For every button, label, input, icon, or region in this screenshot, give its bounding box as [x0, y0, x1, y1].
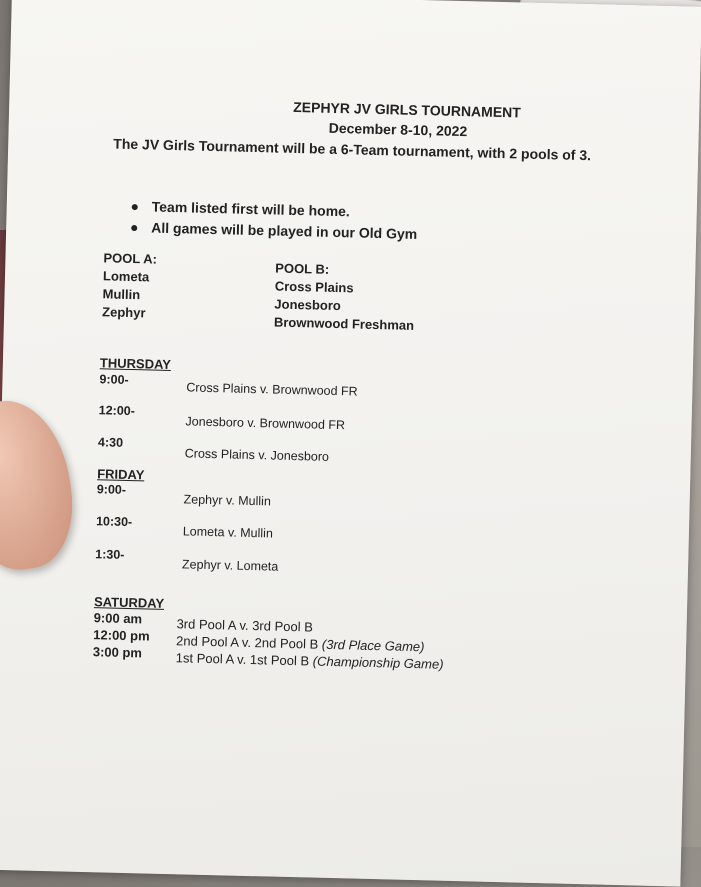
- game-note: (3rd Place Game): [321, 636, 425, 655]
- game-matchup: Zephyr v. Mullin: [183, 492, 272, 509]
- pool-a-team: Lometa: [102, 268, 150, 285]
- game-time: 9:00-: [99, 372, 129, 387]
- game-matchup: Cross Plains v. Jonesboro: [184, 446, 330, 464]
- friday-heading: FRIDAY: [97, 466, 145, 483]
- matchup-text: 3rd Pool A v. 3rd Pool B: [176, 616, 314, 635]
- bullet-text: All games will be played in our Old Gym: [151, 219, 418, 242]
- game-time: 4:30: [97, 435, 124, 450]
- pool-b-team: Cross Plains: [274, 278, 354, 296]
- game-time: 1:30-: [95, 547, 125, 562]
- pool-a-team: Mullin: [102, 286, 141, 303]
- saturday-heading: SATURDAY: [93, 594, 165, 611]
- intro-text: The JV Girls Tournament will be a 6-Team tournament, with 2 pools of 3.: [113, 135, 592, 164]
- pool-a-heading: POOL A:: [103, 250, 158, 267]
- game-time: 12:00-: [98, 403, 136, 419]
- pool-b-heading: POOL B:: [275, 260, 330, 277]
- game-note: (Championship Game): [312, 653, 444, 672]
- game-time: 9:00-: [96, 482, 127, 497]
- bullet-dot-icon: [131, 225, 137, 231]
- thursday-heading: THURSDAY: [99, 355, 172, 372]
- game-time: 12:00 pm: [93, 627, 150, 644]
- bullet-item: [131, 219, 417, 242]
- game-matchup: [176, 616, 313, 634]
- document-date: December 8-10, 2022: [328, 119, 468, 140]
- game-time: 9:00 am: [93, 610, 143, 627]
- pool-b-team: Jonesboro: [274, 296, 342, 314]
- document-title: ZEPHYR JV GIRLS TOURNAMENT: [293, 98, 522, 121]
- game-matchup: Cross Plains v. Brownwood FR: [186, 380, 358, 399]
- game-matchup: Lometa v. Mullin: [182, 524, 274, 541]
- bullet-item: [132, 198, 350, 219]
- matchup-text: 1st Pool A v. 1st Pool B: [175, 650, 310, 669]
- pool-a-team: Zephyr: [101, 304, 146, 321]
- game-matchup: Zephyr v. Lometa: [181, 557, 279, 574]
- game-matchup: Jonesboro v. Brownwood FR: [185, 414, 346, 433]
- matchup-text: 2nd Pool A v. 2nd Pool B: [175, 633, 319, 652]
- bullet-text: Team listed first will be home.: [151, 198, 351, 220]
- game-time: 10:30-: [95, 514, 133, 530]
- game-time: 3:00 pm: [92, 644, 143, 661]
- bullet-dot-icon: [132, 204, 138, 210]
- pool-b-team: Brownwood Freshman: [273, 314, 415, 333]
